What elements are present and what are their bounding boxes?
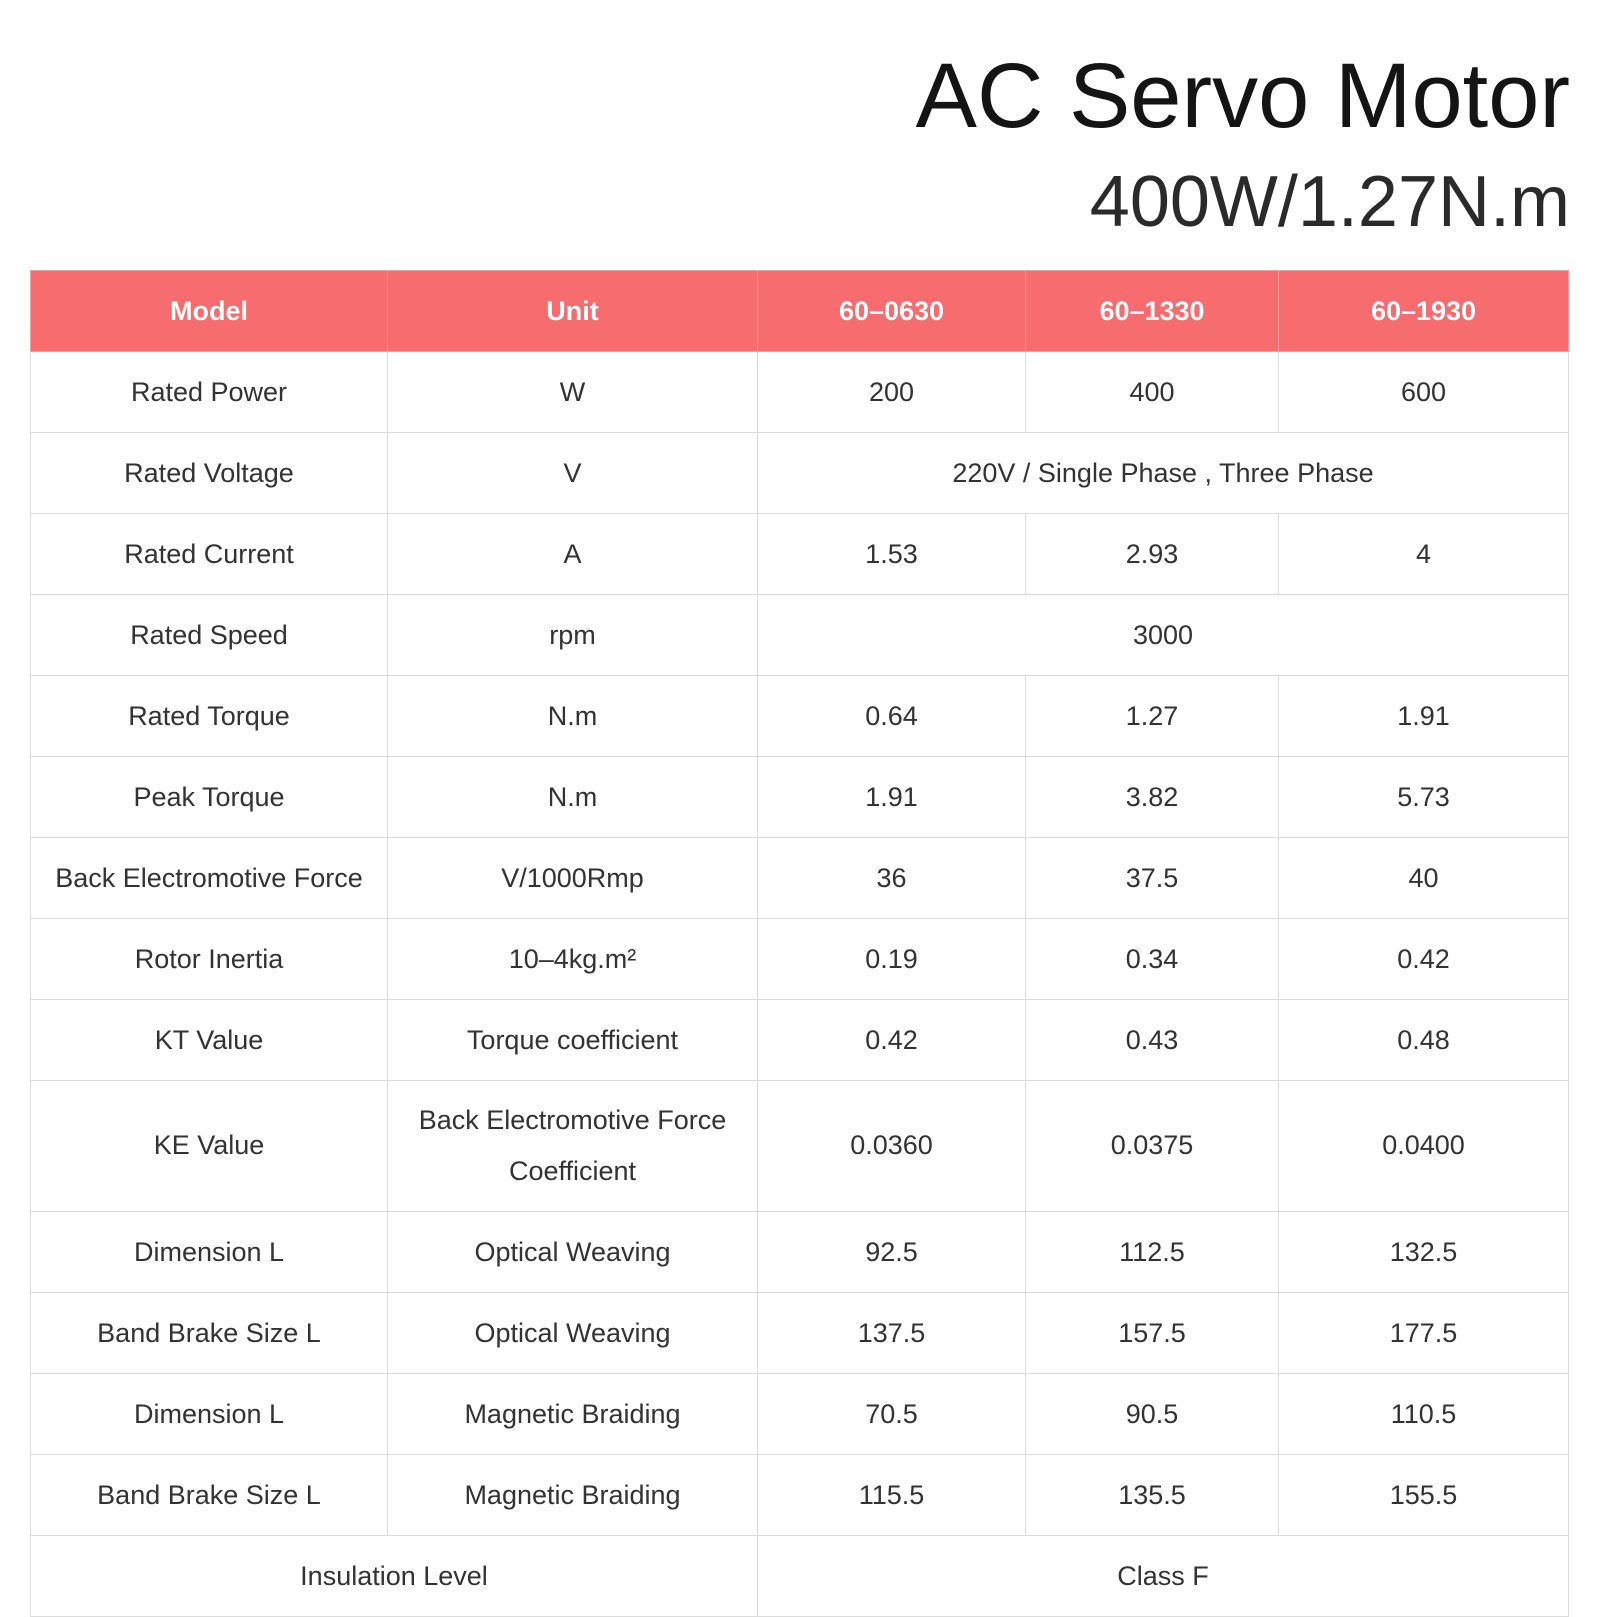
row-unit-line2: Coefficient — [508, 1156, 637, 1186]
table-row — [31, 1000, 1569, 1081]
table-row — [31, 1374, 1569, 1455]
row-value: 110.5 — [1279, 1374, 1569, 1455]
row-label: Band Brake Size L — [31, 1293, 388, 1374]
page-subtitle: 400W/1.27N.m — [1089, 162, 1570, 242]
row-value: 36 — [758, 838, 1026, 919]
row-label: Peak Torque — [31, 757, 388, 838]
row-unit-line1: Back Electromotive Force — [418, 1104, 727, 1135]
table-row — [31, 1293, 1569, 1374]
spec-table — [30, 270, 1569, 1617]
row-value: 1.91 — [758, 757, 1026, 838]
row-label: Rated Current — [31, 514, 388, 595]
table-row — [31, 595, 1569, 676]
row-unit: W — [388, 352, 758, 433]
row-label: KE Value — [31, 1081, 388, 1212]
row-value: 0.43 — [1026, 1000, 1279, 1081]
row-unit — [388, 1081, 758, 1212]
row-value: 0.34 — [1026, 919, 1279, 1000]
row-value: 200 — [758, 352, 1026, 433]
row-unit: V/1000Rmp — [388, 838, 758, 919]
table-header-row — [31, 271, 1569, 352]
row-value: 135.5 — [1026, 1455, 1279, 1536]
footer-value: Class F — [758, 1536, 1569, 1617]
row-value: 400 — [1026, 352, 1279, 433]
row-value: 0.42 — [758, 1000, 1026, 1081]
row-unit: A — [388, 514, 758, 595]
row-value: 132.5 — [1279, 1212, 1569, 1293]
row-value: 40 — [1279, 838, 1569, 919]
row-unit: rpm — [388, 595, 758, 676]
row-value: 3.82 — [1026, 757, 1279, 838]
title-block — [915, 45, 1570, 242]
row-value: 70.5 — [758, 1374, 1026, 1455]
row-label: Rated Voltage — [31, 433, 388, 514]
row-unit: Magnetic Braiding — [388, 1455, 758, 1536]
row-label: KT Value — [31, 1000, 388, 1081]
table-row — [31, 757, 1569, 838]
table-row — [31, 919, 1569, 1000]
row-unit: N.m — [388, 676, 758, 757]
row-label: Rated Speed — [31, 595, 388, 676]
row-unit: N.m — [388, 757, 758, 838]
row-value: 177.5 — [1279, 1293, 1569, 1374]
row-value: 155.5 — [1279, 1455, 1569, 1536]
row-value: 1.27 — [1026, 676, 1279, 757]
footer-label: Insulation Level — [31, 1536, 758, 1617]
row-unit: Optical Weaving — [388, 1293, 758, 1374]
table-row — [31, 352, 1569, 433]
row-label: Rated Torque — [31, 676, 388, 757]
header-model: Model — [31, 271, 388, 352]
header-model-60-0630: 60–0630 — [758, 271, 1026, 352]
row-unit: V — [388, 433, 758, 514]
header-model-60-1330: 60–1330 — [1026, 271, 1279, 352]
row-unit: 10–4kg.m² — [388, 919, 758, 1000]
table-row — [31, 1081, 1569, 1212]
row-value: 2.93 — [1026, 514, 1279, 595]
row-unit: Magnetic Braiding — [388, 1374, 758, 1455]
header-model-60-1930: 60–1930 — [1279, 271, 1569, 352]
table-row — [31, 1212, 1569, 1293]
row-span-value: 220V / Single Phase , Three Phase — [758, 433, 1569, 514]
row-value: 600 — [1279, 352, 1569, 433]
row-value: 1.53 — [758, 514, 1026, 595]
row-value: 90.5 — [1026, 1374, 1279, 1455]
row-value: 0.19 — [758, 919, 1026, 1000]
table-row — [31, 514, 1569, 595]
row-value: 1.91 — [1279, 676, 1569, 757]
row-value: 92.5 — [758, 1212, 1026, 1293]
row-span-value: 3000 — [758, 595, 1569, 676]
row-value: 0.0375 — [1026, 1081, 1279, 1212]
header-unit: Unit — [388, 271, 758, 352]
row-value: 0.0360 — [758, 1081, 1026, 1212]
row-label: Back Electromotive Force — [31, 838, 388, 919]
row-value: 137.5 — [758, 1293, 1026, 1374]
row-label: Dimension L — [31, 1212, 388, 1293]
table-row — [31, 433, 1569, 514]
table-row-footer — [31, 1536, 1569, 1617]
table-row — [31, 838, 1569, 919]
row-value: 37.5 — [1026, 838, 1279, 919]
row-unit: Optical Weaving — [388, 1212, 758, 1293]
row-value: 0.0400 — [1279, 1081, 1569, 1212]
page-title: AC Servo Motor — [915, 45, 1570, 147]
row-label: Dimension L — [31, 1374, 388, 1455]
row-value: 4 — [1279, 514, 1569, 595]
row-label: Rotor Inertia — [31, 919, 388, 1000]
row-value: 112.5 — [1026, 1212, 1279, 1293]
row-unit: Torque coefficient — [388, 1000, 758, 1081]
row-value: 0.48 — [1279, 1000, 1569, 1081]
row-value: 157.5 — [1026, 1293, 1279, 1374]
table-row — [31, 1455, 1569, 1536]
row-label: Rated Power — [31, 352, 388, 433]
table-row — [31, 676, 1569, 757]
row-value: 115.5 — [758, 1455, 1026, 1536]
row-value: 5.73 — [1279, 757, 1569, 838]
row-label: Band Brake Size L — [31, 1455, 388, 1536]
row-value: 0.64 — [758, 676, 1026, 757]
row-value: 0.42 — [1279, 919, 1569, 1000]
